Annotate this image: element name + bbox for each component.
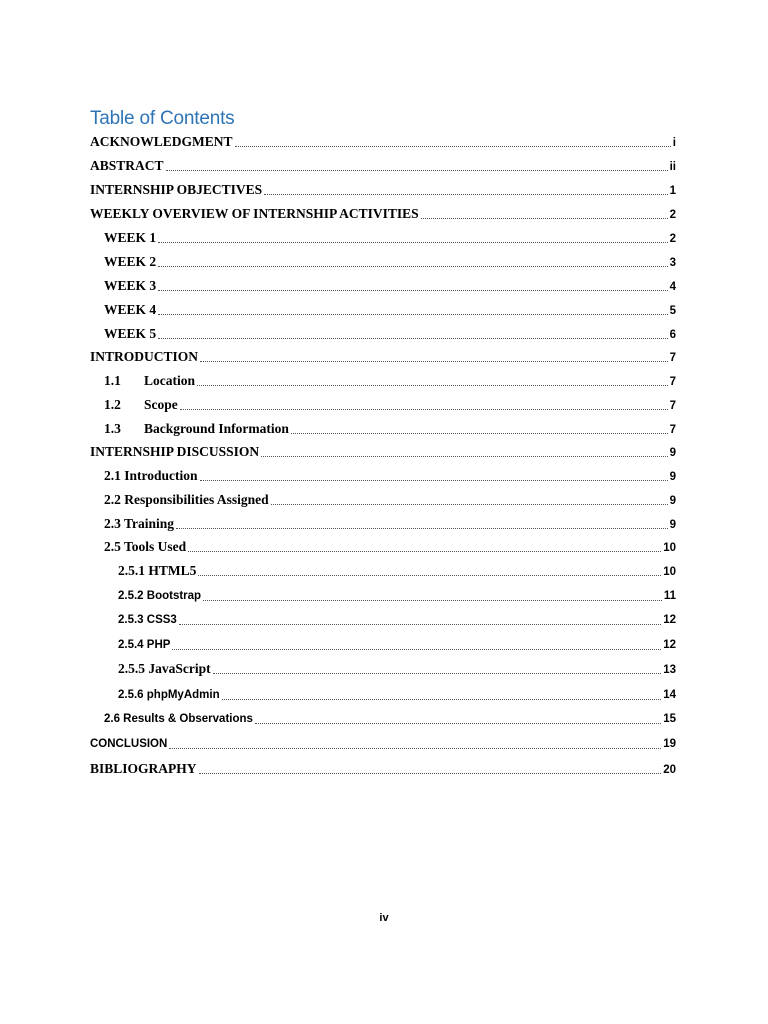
toc-leader — [200, 479, 668, 481]
toc-page-number: ii — [669, 161, 676, 173]
toc-page-number: 9 — [669, 471, 676, 483]
toc-leader — [291, 432, 668, 434]
toc-page-number: 9 — [669, 495, 676, 507]
toc-entry-text: INTERNSHIP DISCUSSION — [90, 444, 260, 459]
toc-entry-text: 2.5.1 HTML5 — [118, 563, 197, 578]
toc-entry-text: ABSTRACT — [90, 158, 164, 173]
toc-entry[interactable] — [118, 561, 676, 581]
toc-entry[interactable] — [104, 514, 676, 534]
toc-leader — [271, 503, 668, 505]
toc-page-number: 6 — [669, 329, 676, 341]
toc-leader — [188, 550, 661, 552]
toc-entry[interactable] — [104, 537, 676, 557]
toc-entry[interactable] — [118, 659, 676, 679]
toc-entry[interactable] — [104, 252, 676, 272]
toc-entry-text: 2.3 Training — [104, 516, 175, 531]
toc-leader — [213, 672, 662, 674]
toc-entry-text: Background Information — [144, 421, 289, 436]
toc-page-number: 12 — [663, 614, 676, 626]
toc-page-number: 13 — [663, 664, 676, 676]
toc-entry[interactable] — [90, 156, 676, 176]
toc-leader — [166, 169, 668, 171]
toc-leader — [158, 265, 667, 267]
toc-entry[interactable] — [104, 419, 676, 439]
toc-leader — [235, 145, 671, 147]
toc-entry-text: INTRODUCTION — [90, 349, 199, 364]
toc-leader — [255, 722, 661, 724]
toc-entry[interactable] — [118, 586, 676, 606]
toc-entry[interactable] — [118, 635, 676, 655]
toc-page-number: 14 — [663, 689, 676, 701]
toc-entry-number: 1.3 — [104, 421, 121, 436]
toc-entry-text: BIBLIOGRAPHY — [90, 761, 197, 776]
toc-entry[interactable] — [90, 347, 676, 367]
toc-leader — [197, 384, 668, 386]
toc-page-number: 7 — [669, 424, 676, 436]
toc-title: Table of Contents — [90, 108, 235, 129]
toc-entry[interactable] — [118, 685, 676, 705]
toc-entry-text: 2.5.2 Bootstrap — [118, 590, 202, 602]
toc-entry[interactable] — [90, 204, 676, 224]
toc-entry[interactable] — [104, 395, 676, 415]
toc-leader — [158, 337, 667, 339]
toc-entry-text: WEEKLY OVERVIEW OF INTERNSHIP ACTIVITIES — [90, 206, 419, 221]
toc-entry-text: 2.2 Responsibilities Assigned — [104, 492, 269, 507]
toc-entry[interactable] — [104, 466, 676, 486]
toc-page-number: 20 — [663, 764, 676, 776]
toc-page-number: 19 — [663, 738, 676, 750]
toc-entry[interactable] — [104, 276, 676, 296]
toc-leader — [169, 747, 661, 749]
toc-entry[interactable] — [118, 610, 676, 630]
toc-entry[interactable] — [90, 734, 676, 754]
toc-leader — [199, 772, 662, 774]
toc-leader — [222, 698, 662, 700]
toc-entry[interactable] — [90, 759, 676, 779]
toc-leader — [172, 648, 661, 650]
toc-leader — [158, 313, 667, 315]
toc-page-number: i — [672, 137, 676, 149]
toc-entry-number: 1.1 — [104, 373, 121, 388]
toc-entry-text: CONCLUSION — [90, 738, 168, 750]
toc-leader — [176, 527, 668, 529]
toc-page-number: 5 — [669, 305, 676, 317]
toc-leader — [264, 193, 667, 195]
toc-entry[interactable] — [104, 324, 676, 344]
toc-entry[interactable] — [104, 300, 676, 320]
toc-entry-text: Location — [144, 373, 196, 388]
toc-leader — [180, 408, 668, 410]
toc-page-number: 10 — [663, 566, 676, 578]
toc-entry[interactable] — [90, 180, 676, 200]
toc-page-number: 2 — [669, 233, 676, 245]
toc-entry-text: 2.5.4 PHP — [118, 639, 171, 651]
toc-entry[interactable] — [90, 132, 676, 152]
toc-leader — [179, 623, 661, 625]
toc-page-number: 9 — [669, 447, 676, 459]
toc-page-number: 3 — [669, 257, 676, 269]
toc-entry-text: WEEK 4 — [104, 302, 157, 317]
toc-entry[interactable] — [104, 228, 676, 248]
toc-entry-text: WEEK 1 — [104, 230, 157, 245]
toc-entry-text: WEEK 5 — [104, 326, 157, 341]
toc-page-number: 4 — [669, 281, 676, 293]
toc-entry-text: WEEK 2 — [104, 254, 157, 269]
toc-leader — [200, 360, 668, 362]
footer-page-number: iv — [379, 912, 389, 924]
toc-page-number: 7 — [669, 352, 676, 364]
toc-entry-text: ACKNOWLEDGMENT — [90, 134, 233, 149]
toc-entry[interactable] — [104, 709, 676, 729]
toc-entry-text: 2.5.3 CSS3 — [118, 614, 177, 626]
toc-page-number: 7 — [669, 376, 676, 388]
toc-entry[interactable] — [104, 371, 676, 391]
toc-page-number: 9 — [669, 519, 676, 531]
toc-leader — [261, 455, 667, 457]
toc-entry[interactable] — [104, 490, 676, 510]
toc-entry-text: 2.6 Results & Observations — [104, 713, 253, 725]
toc-page-number: 1 — [669, 185, 676, 197]
toc-page-number: 11 — [663, 590, 676, 602]
toc-entry-text: 2.5 Tools Used — [104, 539, 187, 554]
toc-entry-number: 1.2 — [104, 397, 121, 412]
toc-leader — [203, 599, 662, 601]
toc-entry-text: 2.1 Introduction — [104, 468, 198, 483]
toc-leader — [198, 574, 661, 576]
toc-page-number: 2 — [669, 209, 676, 221]
toc-page-number: 12 — [663, 639, 676, 651]
toc-entry-text: INTERNSHIP OBJECTIVES — [90, 182, 263, 197]
toc-entry-text: Scope — [144, 397, 178, 412]
toc-page-number: 7 — [669, 400, 676, 412]
toc-leader — [158, 241, 667, 243]
toc-page-number: 10 — [663, 542, 676, 554]
toc-entry-text: WEEK 3 — [104, 278, 157, 293]
toc-entry-text: 2.5.6 phpMyAdmin — [118, 689, 220, 701]
toc-entry[interactable] — [90, 442, 676, 462]
toc-entry-text: 2.5.5 JavaScript — [118, 661, 211, 676]
toc-leader — [158, 289, 667, 291]
toc-page-number: 15 — [663, 713, 676, 725]
toc-leader — [421, 217, 668, 219]
